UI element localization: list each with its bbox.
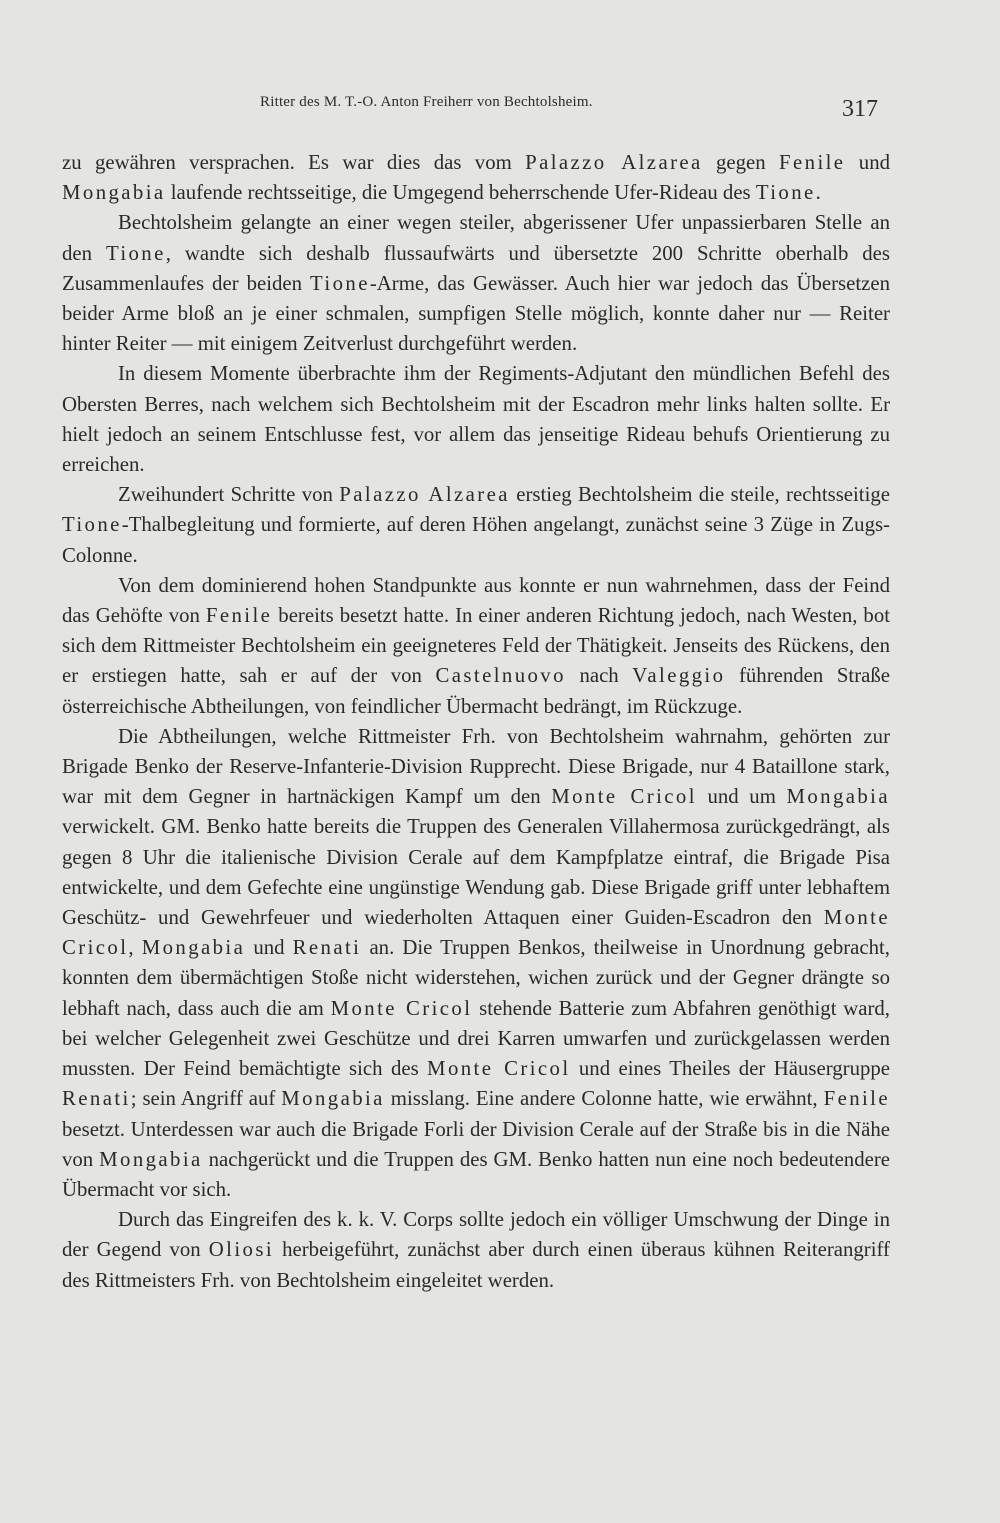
paragraph-1 [62, 148, 890, 208]
spaced-place-name: Fenile [823, 1087, 890, 1111]
paragraph-3 [62, 359, 890, 480]
text-run: Von dem dominierend hohen Standpunkte aus konnte er nun wahrnehmen, dass der Feind das Gehöfte von [62, 573, 890, 628]
text-run: besetzt. Unterdessen war auch die Brigade Forli der Division Cerale auf der Straße bis in die Nähe von [62, 1117, 890, 1171]
text-run: nachgerückt und die Truppen des GM. Benko hatten nun eine noch bedeutendere Übermacht vor sich. [62, 1147, 890, 1201]
text-run: nach [565, 664, 633, 688]
text-run: , [128, 936, 142, 960]
spaced-place-name: Mongabia [786, 785, 890, 809]
spaced-place-name: Monte Cricol [551, 785, 697, 809]
text-run: . [815, 181, 821, 205]
text-run: ; sein Angriff auf [130, 1087, 282, 1111]
text-run: In diesem Momente überbrachte ihm der Regiments-Adjutant den mündlichen Befehl des Obersten Berres, nach welchem sich Bechtolsheim mit der Escadron mehr links halten sollte. Er hielt jedoch an seinem Entschlusse fest, vor allem das jenseitige Rideau behufs Orientierung zu erreichen. [62, 362, 890, 477]
spaced-place-name: Castelnuovo [435, 664, 566, 688]
spaced-place-name: Tione [755, 181, 816, 205]
spaced-place-name: Tione [310, 271, 370, 295]
text-run: herbeigeführt, zunächst aber durch einen überaus kühnen Reiterangriff des Rittmeisters Frh. von Bechtolsheim eingeleitet werden. [62, 1238, 890, 1292]
paragraph-2 [62, 208, 890, 359]
paragraph-4 [62, 480, 890, 571]
spaced-place-name: Valeggio [632, 664, 726, 688]
spaced-place-name: Monte Cricol [330, 996, 473, 1020]
spaced-place-name: Fenile [779, 151, 846, 174]
spaced-place-name: Mongabia [62, 181, 166, 205]
spaced-place-name: Fenile [205, 604, 273, 628]
spaced-place-name: Mongabia [281, 1087, 385, 1111]
running-header: Ritter des M. T.-O. Anton Freiherr von Bechtolsheim. [260, 94, 593, 110]
text-run: -Thalbegleitung und formierte, auf deren Höhen angelangt, zunächst seine 3 Züge in Zugs-Colonne. [62, 513, 890, 567]
paragraph-5 [62, 571, 890, 722]
text-run: Bechtolsheim gelangte an einer wegen steiler, abgerissener Ufer unpassierbaren Stelle an den [62, 211, 890, 265]
text-run: gegen [702, 151, 780, 174]
spaced-place-name: Palazzo Alzarea [525, 151, 703, 174]
page-number: 317 [842, 96, 878, 122]
text-run: und [245, 936, 293, 960]
spaced-place-name: Monte Cricol [62, 906, 890, 960]
spaced-place-name: Renati [292, 936, 362, 960]
spaced-place-name: Mongabia [99, 1147, 203, 1171]
text-run: und um [696, 785, 787, 809]
text-run: und eines Theiles der Häusergruppe [570, 1057, 890, 1081]
text-run: laufende rechtsseitige, die Umgegend beherrschende Ufer-Rideau des [165, 181, 756, 205]
spaced-place-name: Mongabia [141, 936, 246, 960]
spaced-place-name: Tione [62, 513, 122, 537]
paragraph-6 [62, 722, 890, 1205]
text-run: , wandte sich deshalb flussaufwärts und übersetzte 200 Schritte oberhalb des Zusammenlaufes der beiden [62, 241, 890, 295]
text-run: zu gewähren versprachen. Es war dies das vom [62, 151, 526, 174]
text-run: und [845, 151, 890, 174]
spaced-place-name: Tione [105, 241, 166, 265]
text-run: an. Die Truppen Benkos, theilweise in Unordnung gebracht, konnten dem übermächtigen Stoße nicht widerstehen, wichen zurück und der Gegner drängte so lebhaft nach, dass auch die am [62, 936, 891, 1020]
text-run: führenden Straße österreichische Abtheilungen, von feindlicher Übermacht bedrängt, im Rückzuge. [62, 664, 890, 718]
text-run: bereits besetzt hatte. In einer anderen Richtung jedoch, nach Westen, bot sich dem Rittmeister Bechtolsheim ein geeigneteres Feld der Thätigkeit. Jenseits des Rückens, den er erstiegen hatte, sah er auf der von [62, 604, 891, 688]
spaced-place-name: Monte Cricol [427, 1057, 571, 1081]
text-run: -Arme, das Gewässer. Auch hier war jedoch das Übersetzen beider Arme bloß an je einer schmalen, sumpfigen Stelle möglich, konnte daher nur — Reiter hinter Reiter — mit einigem Zeitverlust durchgeführt werden. [62, 271, 890, 356]
spaced-place-name: Oliosi [208, 1238, 275, 1262]
text-run: Die Abtheilungen, welche Rittmeister Frh. von Bechtolsheim wahrnahm, gehörten zur Brigade Benko der Reserve-Infanterie-Division Rupprecht. Diese Brigade, nur 4 Bataillone stark, war mit dem Gegner in hartnäckigen Kampf um den [62, 724, 890, 809]
spaced-place-name: Renati [62, 1087, 131, 1111]
text-run: Zweihundert Schritte von [118, 483, 340, 507]
text-run: erstieg Bechtolsheim die steile, rechtsseitige [509, 483, 890, 507]
spaced-place-name: Palazzo Alzarea [339, 483, 510, 507]
text-run: verwickelt. GM. Benko hatte bereits die Truppen des Generalen Villahermosa zurückgedrängt, als gegen 8 Uhr die italienische Division Cerale auf dem Kampfplatze eintraf, die Brigade Pisa entwickelte, und dem Gefechte eine ungünstige Wendung gab. Diese Brigade griff unter lebhaftem Geschütz- und Gewehrfeuer und wiederholten Attaquen einer Guiden-Escadron den [62, 815, 890, 930]
paragraph-7 [62, 1205, 890, 1296]
text-run: Durch das Eingreifen des k. k. V. Corps sollte jedoch ein völliger Umschwung der Dinge in der Gegend von [62, 1208, 890, 1262]
text-run: stehende Batterie zum Abfahren genöthigt ward, bei welcher Gelegenheit zwei Geschütze und drei Karren umwarfen und zurückgelassen werden mussten. Der Feind bemächtigte sich des [62, 996, 890, 1081]
body-text [62, 148, 890, 1296]
text-run: misslang. Eine andere Colonne hatte, wie erwähnt, [384, 1087, 824, 1111]
